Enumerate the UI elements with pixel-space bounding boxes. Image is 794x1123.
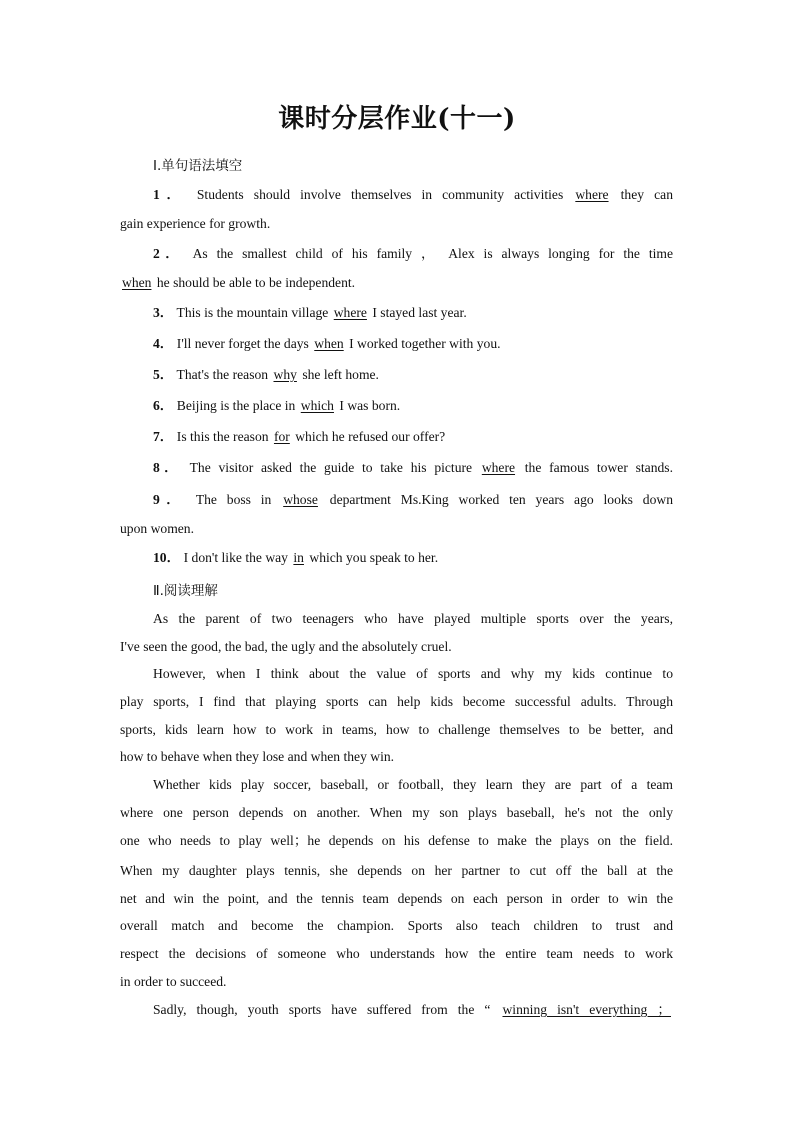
question-1: 1． Students should involve themselves in community activities where they can [153,187,673,202]
paragraph-1-line: As the parent of two teenagers who have played multiple sports over the years, [153,611,673,626]
answer-blank: where [575,187,609,202]
question-number: 9． [153,492,187,507]
question-number: 10． [153,550,181,565]
answer-blank: when [122,275,152,290]
question-number: 1． [153,187,187,202]
paragraph-3-line: When my daughter plays tennis, she depends on her partner to cut off the ball at the [120,863,673,878]
paragraph-3-line: Whether kids play soccer, baseball, or football, they learn they are part of a team [153,777,673,792]
paragraph-3-line: one who needs to play well；he depends on his defense to make the plays on the field. [120,833,673,848]
answer-blank: in [293,550,304,565]
section-heading-grammar: Ⅰ.单句语法填空 [153,158,243,174]
answer-blank: for [273,429,290,444]
paragraph-2-line: how to behave when they lose and when they win. [120,749,395,764]
question-3: 3． This is the mountain village where I stayed last year. [153,305,467,320]
paragraph-2-line: play sports, I find that playing sports can help kids become successful adults. Through [120,694,673,709]
paragraph-3-line: overall match and become the champion. Sports also teach children to trust and [120,918,673,933]
question-number: 7． [153,429,174,444]
paragraph-3-line: in order to succeed. [120,974,227,989]
paragraph-4-line: Sadly, though, youth sports have suffered from the “ winning isn't everything ； [153,1002,671,1017]
question-7: 7． Is this the reason for which he refused our offer? [153,429,446,444]
question-2: 2． As the smallest child of his family ， Alex is always longing for the time [153,246,674,261]
question-number: 4． [153,336,174,351]
answer-blank: where [481,460,516,475]
question-number: 2． [153,246,185,261]
answer-blank: where [333,305,367,320]
question-number: 5． [153,367,174,382]
question-4: 4． I'll never forget the days when I worked together with you. [153,336,501,351]
answer-blank: whose [283,492,318,507]
section-heading-reading: Ⅱ.阅读理解 [153,583,218,599]
paragraph-2-line: sports, kids learn how to work in teams, how to challenge themselves to be better, and [120,722,673,737]
paragraph-3-line: respect the decisions of someone who understands how the entire team needs to work [120,946,673,961]
question-number: 6． [153,398,174,413]
question-5: 5． That's the reason why she left home. [153,367,379,382]
paragraph-3-line: net and win the point, and the tennis team depends on each person in order to win the [120,891,673,906]
question-9: 9． The boss in whose department Ms.King worked ten years ago looks down [153,492,673,507]
paragraph-2-line: However, when I think about the value of sports and why my kids continue to [153,666,673,681]
question-10: 10． I don't like the way in which you speak to her. [153,550,439,565]
paragraph-3-line: where one person depends on another. When my son plays baseball, he's not the only [120,805,673,820]
page-title: 课时分层作业(十一) [278,104,516,134]
question-number: 3． [153,305,174,320]
answer-blank: when [314,336,344,351]
answer-blank: which [300,398,334,413]
question-1-continued: gain experience for growth. [120,216,271,231]
answer-blank: why [273,367,297,382]
question-2-continued: when he should be able to be independent. [122,275,356,290]
question-9-continued: upon women. [120,521,195,536]
question-8: 8． The visitor asked the guide to take his picture where the famous tower stands. [153,460,673,475]
paragraph-1-line: I've seen the good, the bad, the ugly and the absolutely cruel. [120,639,452,654]
quoted-phrase: winning isn't everything ； [502,1002,671,1017]
question-6: 6． Beijing is the place in which I was born. [153,398,401,413]
question-number: 8． [153,460,183,475]
